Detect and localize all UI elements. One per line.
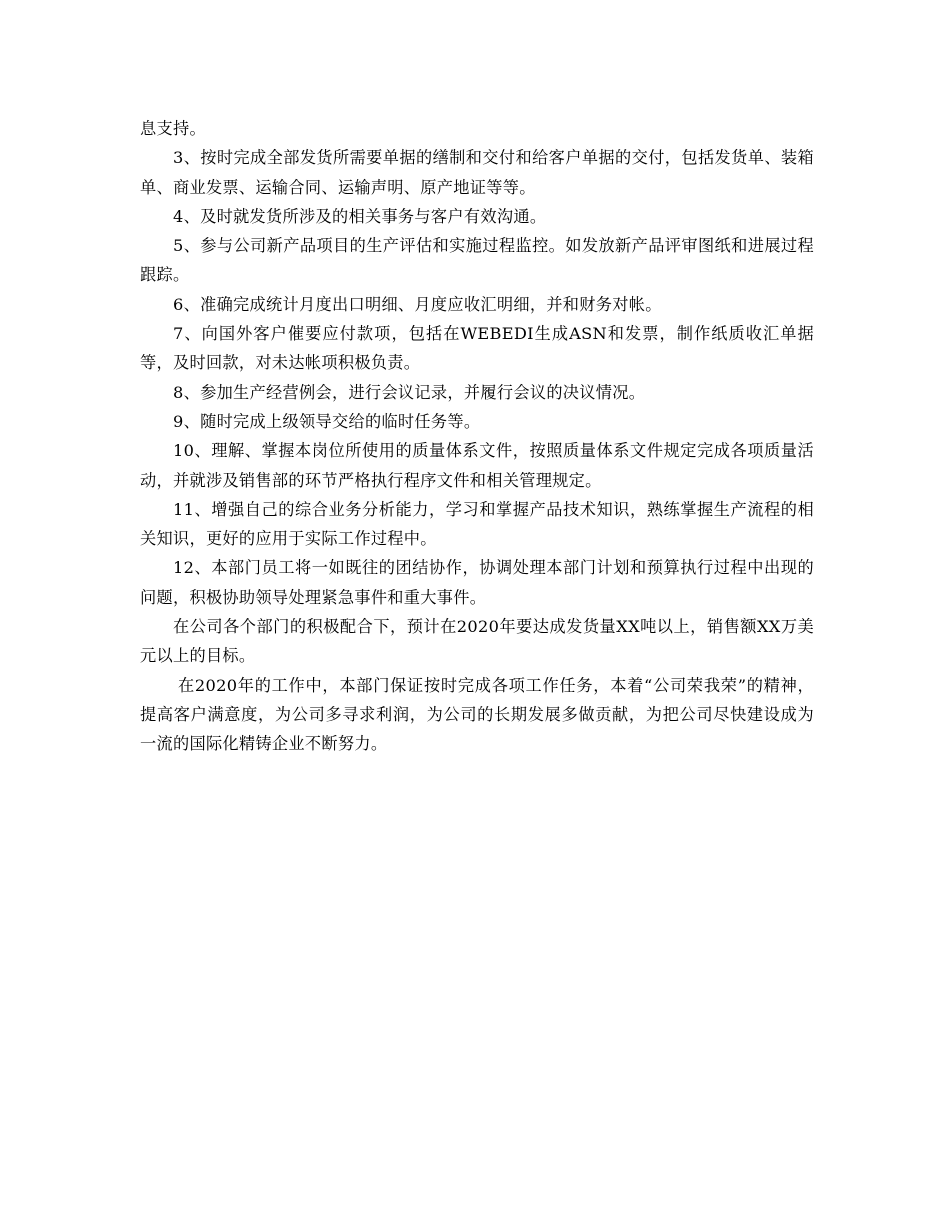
paragraph-continuation: 息支持。 [140,119,206,138]
paragraph-target-goal: 在公司各个部门的积极配合下，预计在2020年要达成发货量XX吨以上，销售额XX万美元以上的目标。 [140,617,814,666]
paragraph-item-5: 5、参与公司新产品项目的生产评估和实施过程监控。如发放新产品评审图纸和进展过程跟踪。 [140,236,814,285]
paragraph-item-7: 7、向国外客户催要应付款项，包括在WEBEDI生成ASN和发票，制作纸质收汇单据等，及时回款，对未达帐项积极负责。 [140,324,814,373]
paragraph-item-9: 9、随时完成上级领导交给的临时任务等。 [173,411,481,431]
document-body [140,114,814,759]
paragraph-item-8: 8、参加生产经营例会，进行会议记录，并履行会议的决议情况。 [173,382,646,402]
paragraph-item-10: 10、理解、掌握本岗位所使用的质量体系文件，按照质量体系文件规定完成各项质量活动，并就涉及销售部的环节严格执行程序文件和相关管理规定。 [140,441,814,490]
paragraph-item-4: 4、及时就发货所涉及的相关事务与客户有效沟通。 [173,206,547,226]
paragraph-item-12: 12、本部门员工将一如既往的团结协作，协调处理本部门计划和预算执行过程中出现的问题，积极协助领导处理紧急事件和重大事件。 [140,558,814,607]
paragraph-item-3: 3、按时完成全部发货所需要单据的缮制和交付和给客户单据的交付，包括发货单、装箱单、商业发票、运输合同、运输声明、原产地证等等。 [140,148,814,197]
paragraph-item-11: 11、增强自己的综合业务分析能力，学习和掌握产品技术知识，熟练掌握生产流程的相关知识，更好的应用于实际工作过程中。 [140,499,814,549]
paragraph-closing-commitment: 在2020年的工作中，本部门保证按时完成各项工作任务，本着“公司荣我荣”的精神，提高客户满意度，为公司多寻求利润，为公司的长期发展多做贡献，为把公司尽快建设成为一流的国际化精铸企业不断努力。 [140,675,814,754]
paragraph-item-6: 6、准确完成统计月度出口明细、月度应收汇明细，并和财务对帐。 [173,294,662,314]
